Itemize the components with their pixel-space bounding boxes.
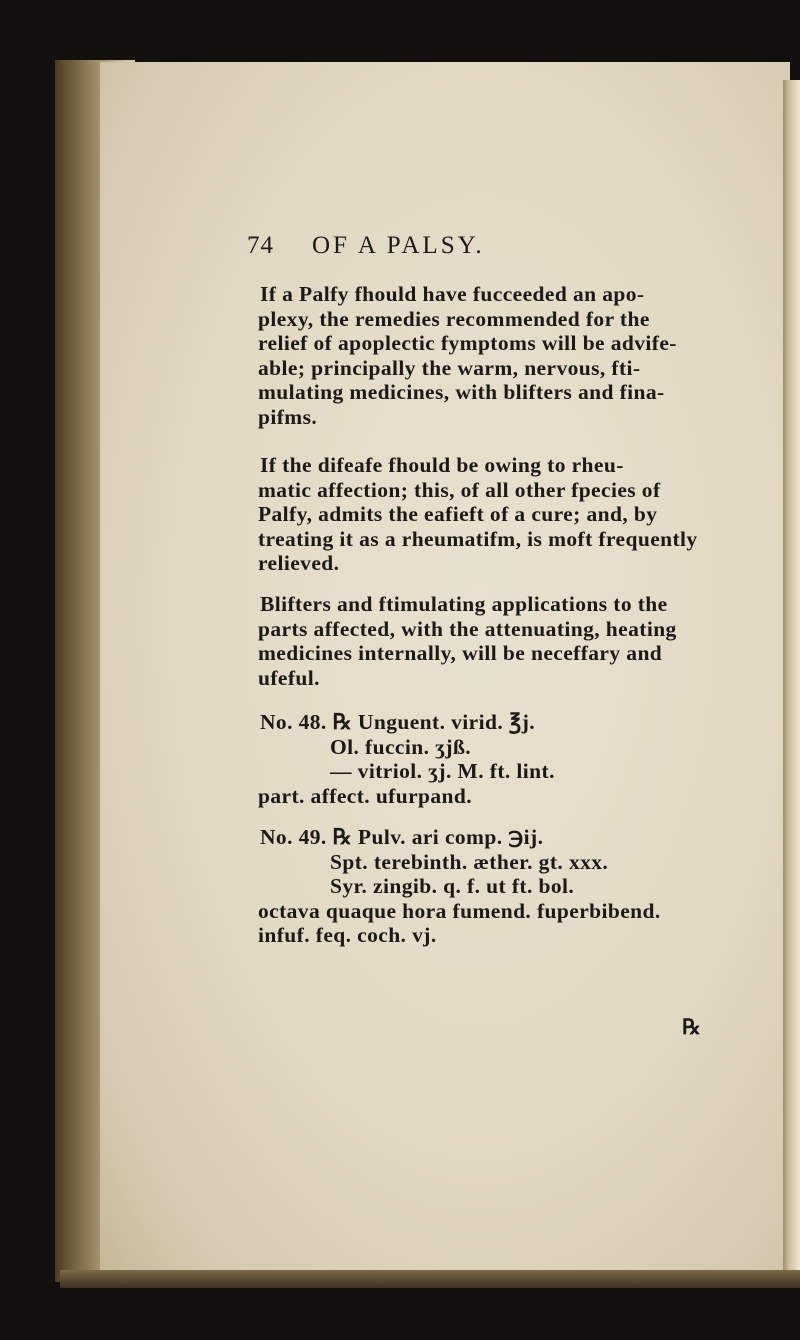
catchword: ℞ bbox=[682, 1015, 701, 1039]
text-line: If a Palfy fhould have fucceeded an apo- bbox=[260, 282, 645, 306]
text-line: Palfy, admits the eafieft of a cure; and, by bbox=[258, 502, 658, 526]
prescription-line: octava quaque hora fumend. fuperbibend. bbox=[258, 898, 661, 923]
paragraph-apoplexy bbox=[258, 282, 677, 429]
text-line: plexy, the remedies recommended for the bbox=[258, 306, 650, 331]
prescription-48 bbox=[258, 710, 555, 808]
text-line: If the difeafe fhould be owing to rheu- bbox=[260, 453, 624, 477]
page-fore-edge bbox=[783, 80, 800, 1280]
page-number: 74 bbox=[247, 232, 274, 259]
paragraph-blisters bbox=[258, 592, 677, 690]
prescription-line: Ol. fuccin. ʒjß. bbox=[330, 734, 472, 759]
page-bottom-edge bbox=[60, 1270, 800, 1288]
text-line: Blifters and ftimulating applications to the bbox=[260, 592, 668, 616]
prescription-line: part. affect. ufurpand. bbox=[258, 783, 473, 808]
prescription-line: No. 48. ℞ Unguent. virid. ℥j. bbox=[260, 710, 536, 734]
prescription-line: No. 49. ℞ Pulv. ari comp. ℈ij. bbox=[260, 825, 544, 849]
prescription-49 bbox=[258, 825, 661, 948]
prescription-line: Spt. terebinth. æther. gt. xxx. bbox=[330, 849, 609, 874]
running-head: OF A PALSY. bbox=[312, 232, 485, 259]
prescription-line: infuf. feq. coch. vj. bbox=[258, 923, 437, 947]
text-line: able; principally the warm, nervous, fti- bbox=[258, 355, 641, 380]
prescription-line: Syr. zingib. q. f. ut ft. bol. bbox=[330, 874, 575, 898]
text-line: parts affected, with the attenuating, heating bbox=[258, 616, 677, 641]
text-line: matic affection; this, of all other fpecies of bbox=[258, 477, 661, 502]
text-line: mulating medicines, with blifters and fina- bbox=[258, 380, 665, 404]
text-line: ufeful. bbox=[258, 665, 320, 690]
text-line: medicines internally, will be neceffary and bbox=[258, 641, 663, 665]
text-line: treating it as a rheumatifm, is moft frequently bbox=[258, 526, 698, 551]
prescription-line: — vitriol. ʒj. M. ft. lint. bbox=[330, 759, 555, 783]
text-line: pifms. bbox=[258, 404, 318, 429]
text-line: relief of apoplectic fymptoms will be advife- bbox=[258, 331, 677, 355]
text-line: relieved. bbox=[258, 551, 340, 575]
paragraph-rheumatic bbox=[258, 453, 698, 576]
